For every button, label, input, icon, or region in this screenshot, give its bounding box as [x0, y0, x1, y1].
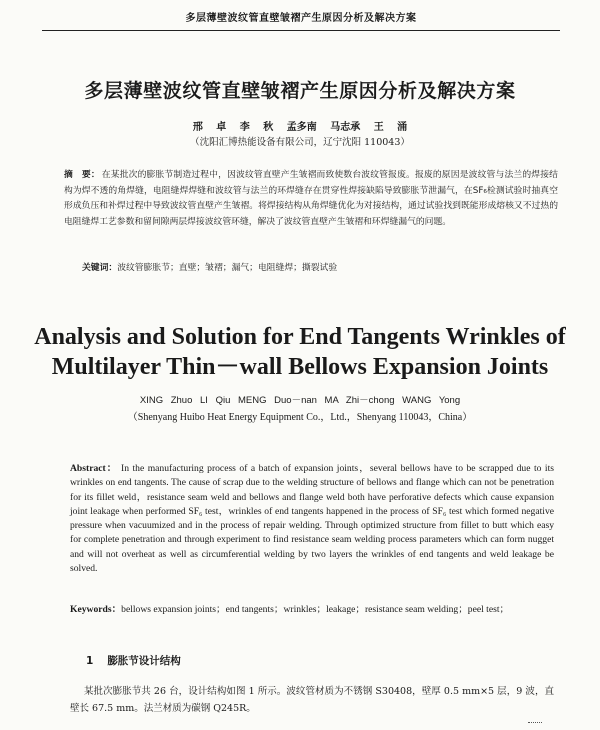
- english-authors: XING Zhuo LI Qiu MENG Duo－nan MA Zhi－chong WANG Yong: [139, 395, 461, 406]
- english-title-line-1: Analysis and Solution for End Tangents Wrinkles of: [34, 324, 566, 350]
- english-keywords-text: bellows expansion joints；end tangents；wrinkles；leakage；resistance seam welding；peel test；: [121, 604, 510, 615]
- chinese-keywords-label: 关键词：: [82, 263, 118, 273]
- chinese-title: 多层薄壁波纹管直壁皱褶产生原因分析及解决方案: [84, 80, 516, 102]
- body-paragraph: 某批次膨胀节共 26 台，设计结构如图 1 所示。波纹管材质为不锈钢 S30408，壁厚 0.5 mm×5 层，9 波，直壁长 67.5 mm。法兰材质为碳钢 Q245R。: [70, 686, 554, 714]
- english-abstract: [70, 462, 554, 576]
- english-keywords-label: Keywords：: [70, 604, 122, 615]
- english-abstract-text: In the manufacturing process of a batch of expansion joints，several bellows have to be scrapped due to its wrinkles on end tangents. The cause of scrap due to the welding structure of bellows and flange which can not be penetration for its fillet weld，resistance seam weld and bellows and flange weld both have perforative defects which cause expansion joint leakage when performed SF₆ test，wrinkles of end tangents happened in the process of SF₆ test which formed negative pressure when vacuumized and in the process of repair welding. Through optimized structure from fillet to butt which easy for complete penetration and through experiment to find resistance seam welding process parameters which can form nugget and will not overheat as well as circumferential welding by two layers the wrinkles of end tangents and weld leakage be solved.: [70, 463, 554, 575]
- page-continuation-mark: [528, 722, 542, 723]
- chinese-abstract: [64, 168, 558, 230]
- chinese-abstract-text: 在某批次的膨胀节制造过程中，因波纹管直壁产生皱褶而致使数台波纹管报废。报废的原因是波纹管与法兰的焊接结构为焊不透的角焊缝，电阻缝焊焊缝和波纹管与法兰的环焊缝存在贯穿性焊接缺陷导致膨胀节泄漏气，在SF₆检测试验时抽真空形成负压和补焊过程中导致波纹管直壁产生皱褶。将焊接结构从角焊缝优化为对接结构，通过试验找到既能形成熔核又不过热的电阻缝焊工艺参数和留间隙两层焊接波纹管环缝，解决了波纹管直壁产生皱褶和环焊缝漏气的问题。: [64, 170, 558, 227]
- chinese-affiliation: （沈阳汇博热能设备有限公司，辽宁沈阳 110043）: [190, 137, 410, 148]
- chinese-abstract-label: 摘 要：: [64, 170, 100, 180]
- english-abstract-label: Abstract：: [70, 463, 118, 474]
- chinese-authors: 邢 卓 李 秋 孟多南 马志承 王 涌: [192, 122, 408, 133]
- section-heading: [86, 653, 181, 668]
- chinese-keywords-text: 波纹管膨胀节；直壁；皱褶；漏气；电阻缝焊；撕裂试验: [117, 263, 338, 273]
- english-title: [0, 322, 600, 382]
- section-title: 膨胀节设计结构: [107, 655, 181, 667]
- section-number: 1: [86, 655, 94, 667]
- english-affiliation: （Shenyang Huibo Heat Energy Equipment Co.，Ltd.，Shenyang 110043，China）: [127, 412, 473, 423]
- english-keywords: [70, 603, 554, 617]
- chinese-keywords: [82, 260, 558, 273]
- running-header: 多层薄壁波纹管直壁皱褶产生原因分析及解决方案: [42, 8, 560, 31]
- english-title-line-2: Multilayer Thin－wall Bellows Expansion Joints: [51, 354, 549, 380]
